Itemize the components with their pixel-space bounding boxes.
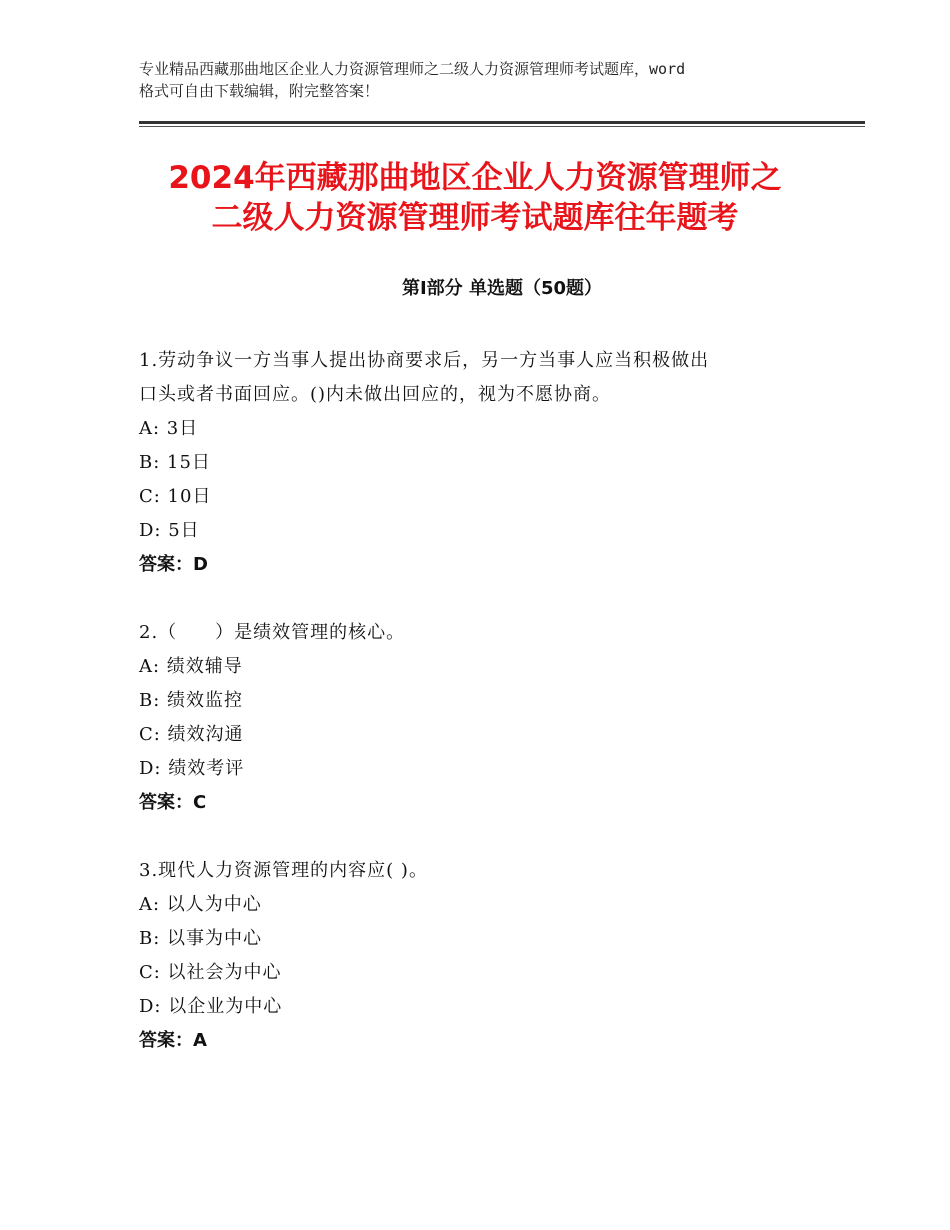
question-text-line: 口头或者书面回应。()内未做出回应的，视为不愿协商。: [139, 384, 612, 405]
option-c: C: 以社会为中心: [139, 962, 282, 983]
option-c: C: 绩效沟通: [139, 724, 244, 745]
header-note-line-1: 专业精品西藏那曲地区企业人力资源管理师之二级人力资源管理师考试题库，word: [139, 60, 686, 78]
question-text: [139, 616, 819, 650]
question-list: [139, 344, 819, 1092]
document-title-line-1: 2024年西藏那曲地区企业人力资源管理师之: [168, 160, 782, 196]
question-text: [139, 854, 819, 888]
option-d: D: 以企业为中心: [139, 996, 283, 1017]
option-d: D: 5日: [139, 520, 200, 541]
document-title: [90, 158, 860, 238]
answer: 答案：D: [139, 554, 208, 575]
option-a: A: 以人为中心: [139, 894, 262, 915]
option-d: D: 绩效考评: [139, 758, 245, 779]
answer: 答案：A: [139, 1030, 207, 1051]
question-text-line: 1.劳动争议一方当事人提出协商要求后，另一方当事人应当积极做出: [139, 350, 710, 371]
question-3: [139, 854, 819, 1058]
option-b: B: 以事为中心: [139, 928, 263, 949]
document-title-line-2: 二级人力资源管理师考试题库往年题考: [211, 200, 739, 236]
question-1: [139, 344, 819, 582]
option-b: B: 绩效监控: [139, 690, 244, 711]
section-title: 第Ⅰ部分 单选题（50题）: [401, 278, 602, 299]
question-text-line: 2.（ ）是绩效管理的核心。: [139, 622, 406, 643]
option-c: C: 10日: [139, 486, 212, 507]
option-a: A: 3日: [139, 418, 199, 439]
header-divider-thin: [139, 126, 865, 127]
header-note: [139, 58, 839, 102]
option-b: B: 15日: [139, 452, 211, 473]
header-divider-thick: [139, 121, 865, 124]
header-note-line-2: 格式可自由下载编辑，附完整答案！: [139, 82, 380, 100]
answer: 答案：C: [139, 792, 207, 813]
option-a: A: 绩效辅导: [139, 656, 243, 677]
question-2: [139, 616, 819, 820]
question-text-line: 3.现代人力资源管理的内容应( )。: [139, 860, 428, 881]
question-text: [139, 344, 819, 412]
